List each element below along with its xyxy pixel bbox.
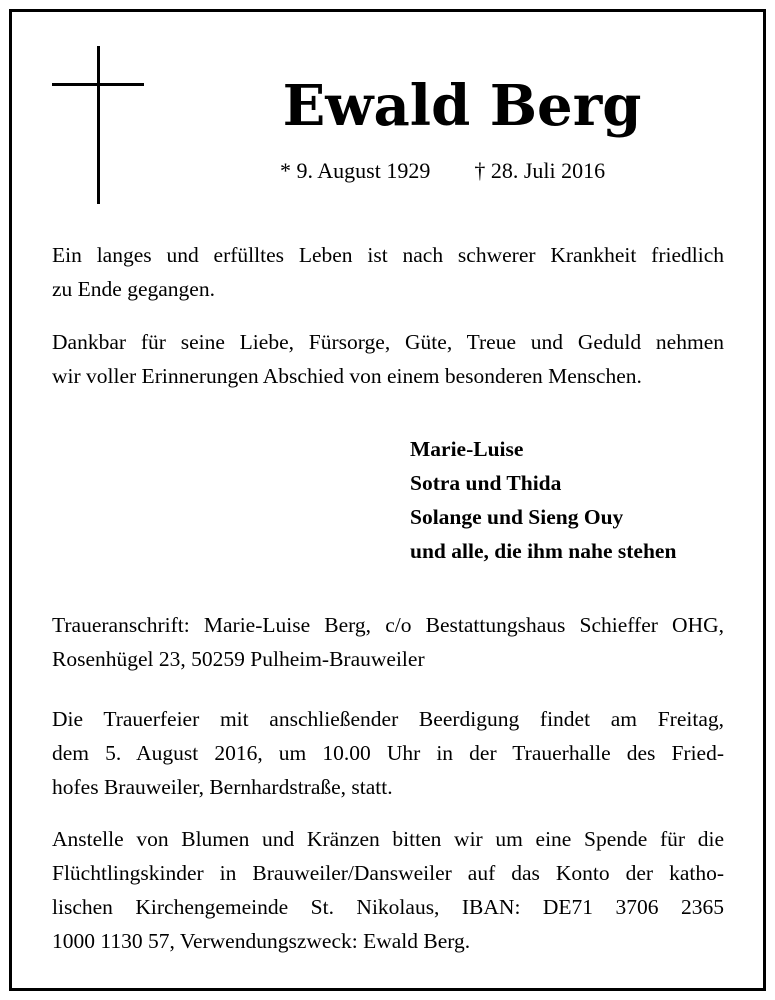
mourner-name: Marie-Luise	[410, 437, 524, 461]
text-line: Dankbar für seine Liebe, Fürsorge, Güte, Treue und Geduld nehmen	[52, 330, 724, 354]
text-line: Rosenhügel 23, 50259 Pulheim-Brauweiler	[52, 647, 425, 671]
thanks-paragraph	[52, 325, 724, 393]
life-dates	[280, 158, 605, 184]
mourners-list	[410, 432, 676, 568]
obituary-frame	[9, 9, 766, 991]
mourner-name: Sotra und Thida	[410, 471, 562, 495]
ceremony-paragraph	[52, 702, 724, 804]
text-line: wir voller Erinnerungen Abschied von einem besonderen Menschen.	[52, 364, 642, 388]
text-line: zu Ende gegangen.	[52, 277, 215, 301]
text-line: hofes Brauweiler, Bernhardstraße, statt.	[52, 775, 393, 799]
mourner-name: Solange und Sieng Ouy	[410, 505, 624, 529]
text-line: Die Trauerfeier mit anschließender Beerdigung findet am Freitag,	[52, 707, 724, 731]
cross-icon	[52, 46, 147, 206]
text-line: Traueranschrift: Marie-Luise Berg, c/o Bestattungshaus Schieffer OHG,	[52, 613, 724, 637]
text-line: 1000 1130 57, Verwendungszweck: Ewald Berg.	[52, 929, 471, 953]
text-line: Ein langes und erfülltes Leben ist nach schwerer Krankheit friedlich	[52, 243, 724, 267]
birth-date: * 9. August 1929	[280, 158, 431, 183]
text-line: Flüchtlingskinder in Brauweiler/Dansweiler auf das Konto der katho-	[52, 861, 724, 885]
address-paragraph	[52, 608, 724, 676]
mourner-name: und alle, die ihm nahe stehen	[410, 539, 677, 563]
text-line: Anstelle von Blumen und Kränzen bitten wir um eine Spende für die	[52, 827, 724, 851]
text-line: lischen Kirchengemeinde St. Nikolaus, IBAN: DE71 3706 2365	[52, 895, 724, 919]
donation-paragraph	[52, 822, 724, 958]
intro-paragraph	[52, 238, 724, 306]
deceased-name: Ewald Berg	[282, 73, 642, 139]
death-date: † 28. Juli 2016	[474, 158, 606, 183]
text-line: dem 5. August 2016, um 10.00 Uhr in der Trauerhalle des Fried-	[52, 741, 724, 765]
